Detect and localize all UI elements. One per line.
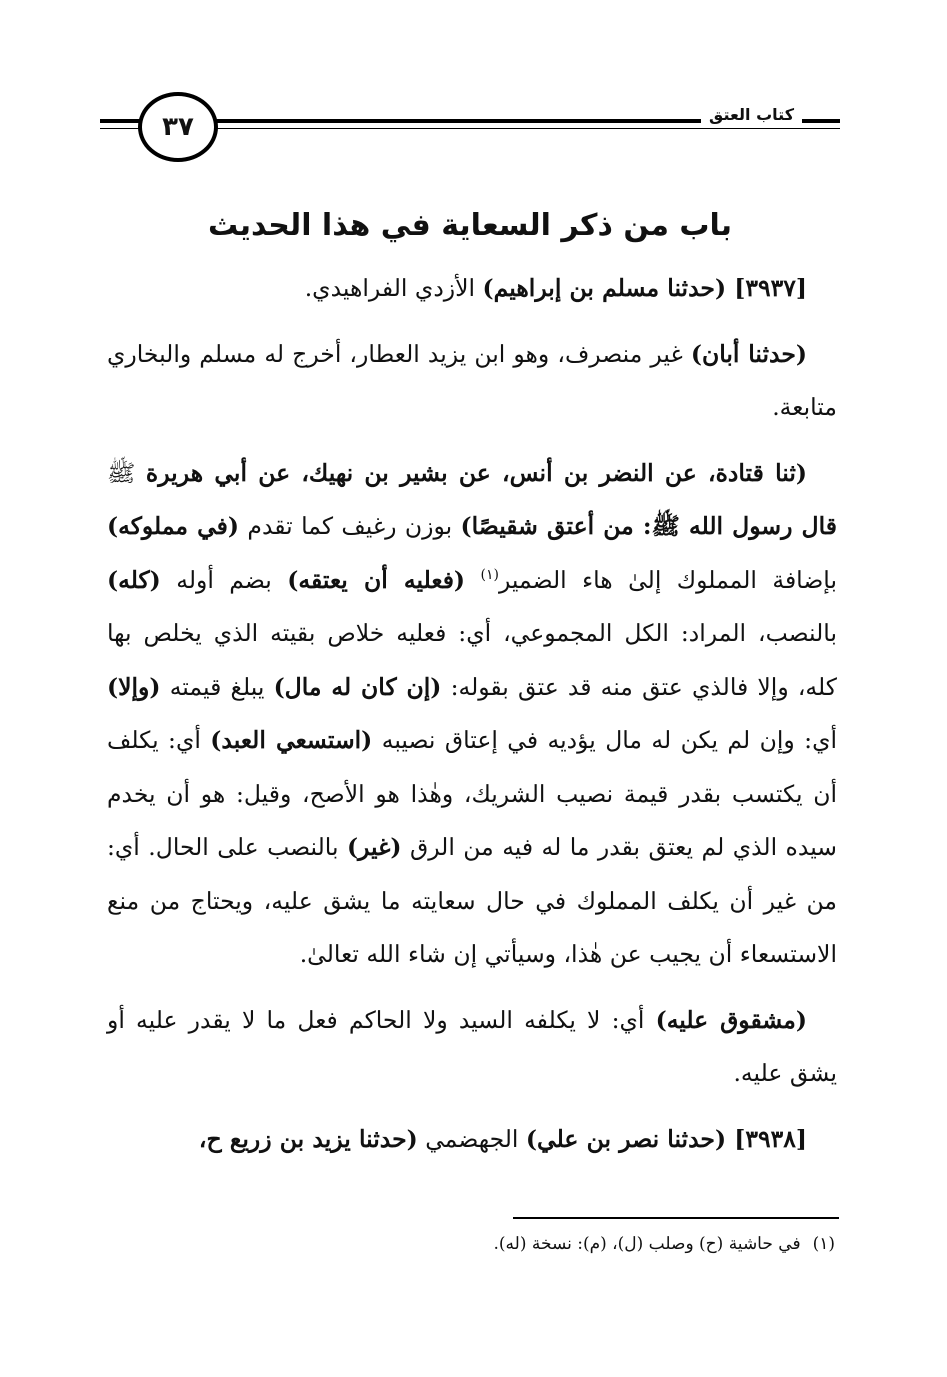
hadith-text: (وإلا): [107, 672, 161, 701]
commentary: أي: وإن لم يكن له مال يؤديه في إعتاق نصيبه: [372, 726, 838, 754]
hadith-text: (غير): [346, 833, 402, 861]
commentary: الأزدي الفراهيدي.: [304, 274, 483, 302]
commentary: بإضافة المملوك إلىٰ هاء الضمير: [498, 565, 837, 594]
commentary: غير منصرف، وهو ابن يزيد العطار، أخرج له مسلم والبخاري متابعة.: [107, 339, 837, 421]
narrator-chain: (حدثنا يزيد بن زريع ح،: [198, 1124, 418, 1153]
commentary: أي: لا يكلفه السيد ولا الحاكم فعل ما لا يقدر عليه أو يشق عليه.: [107, 1005, 837, 1087]
commentary: يبلغ قيمته: [160, 672, 274, 701]
footnote: [115, 1230, 835, 1258]
hadith-number-chain: [٣٩٣٧] (حدثنا مسلم بن إبراهيم): [482, 274, 807, 302]
hadith-text: (في مملوكه): [107, 512, 240, 540]
commentary: بالنصب على الحال. أي: من غير أن يكلف المملوك في حال سعايته ما يشق عليه، ويحتاج من منع الاستسعاء أن يجيب عن هٰذا، وسيأتي إن شاء الله تعالىٰ.: [107, 833, 837, 968]
chapter-title: باب من ذكر السعاية في هذا الحديث: [207, 208, 733, 244]
hadith-text: (كله): [107, 565, 161, 594]
hadith-text: (إن كان له مال): [273, 672, 442, 701]
hadith-number-chain: [٣٩٣٨] (حدثنا نصر بن علي): [525, 1124, 807, 1153]
commentary: بالنصب، المراد: الكل المجموعي، أي: فعليه خلاص بقيته الذي يخلص بها كله، وإلا فالذي عتق منه قد عتق بقوله:: [107, 619, 837, 701]
footnote-text: في حاشية (ح) وصلب (ل)، (م): نسخة (له).: [493, 1234, 801, 1254]
hadith-text: قال رسول الله ﷺ: من أعتق شقيصًا): [460, 512, 837, 540]
hadith-text: (فعليه أن يعتقه): [287, 565, 466, 594]
narrator-quote: (حدثنا أبان): [690, 339, 807, 368]
paragraph-4: [107, 994, 837, 1101]
page-number-badge: [138, 92, 218, 162]
running-book-title: كتاب العتق: [701, 104, 802, 126]
spacer: [465, 566, 480, 594]
commentary: بضم أوله: [160, 565, 288, 594]
paragraph-2: [107, 328, 837, 435]
footnote-separator: [513, 1217, 839, 1219]
commentary: الجهضمي: [417, 1124, 526, 1153]
commentary: أي: يكلف أن يكتسب بقدر قيمة نصيب الشريك، وهٰذا هو الأصح، وقيل: هو أن يخدم سيده الذي لم يعتق بقدر ما له فيه من الرق: [107, 726, 837, 861]
main-text: [107, 262, 837, 1178]
page-number: ٣٧: [162, 112, 194, 142]
commentary: بوزن رغيف كما تقدم: [239, 512, 461, 540]
paragraph-3: [107, 447, 837, 982]
honorific: ﷺ: [107, 458, 146, 487]
paragraph-1: [107, 262, 837, 316]
page-header: [100, 92, 840, 162]
hadith-text: (استسعي العبد): [210, 726, 373, 754]
paragraph-5: [107, 1113, 837, 1167]
footnote-marker: (١): [480, 566, 499, 583]
narrator-chain: (ثنا قتادة، عن النضر بن أنس، عن بشير بن نهيك، عن أبي هريرة: [145, 458, 807, 487]
footnote-number: (١): [812, 1234, 835, 1254]
hadith-text: (مشقوق عليه): [655, 1005, 808, 1034]
